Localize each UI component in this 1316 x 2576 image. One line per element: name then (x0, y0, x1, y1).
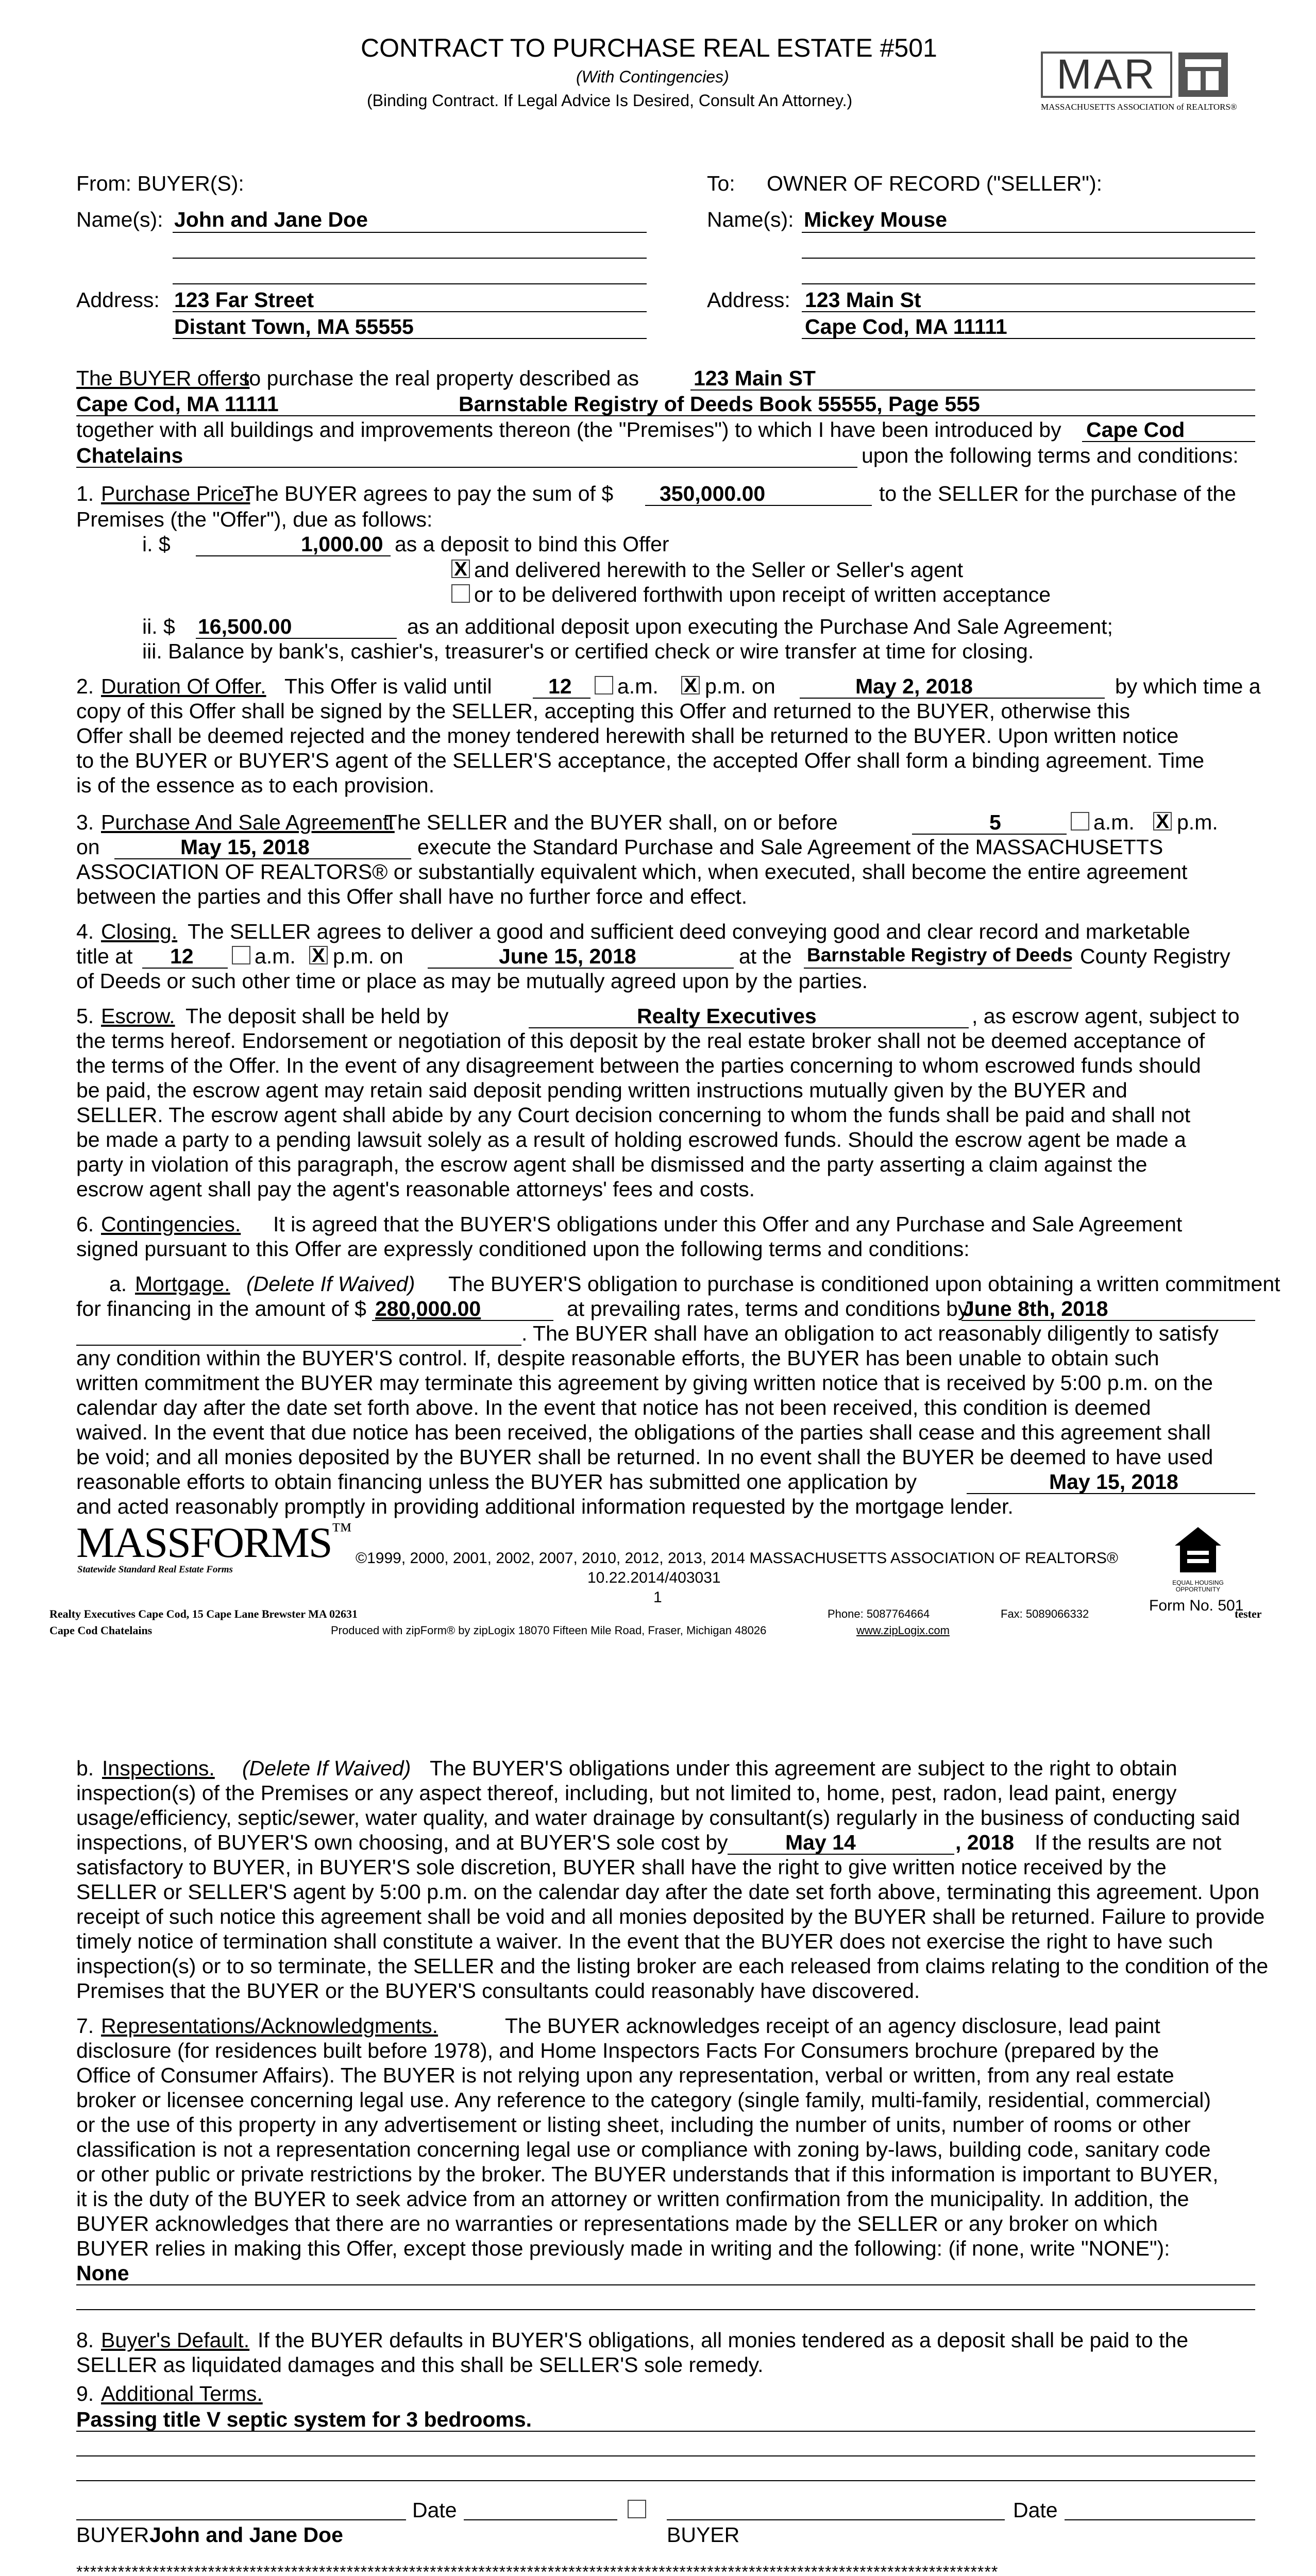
delivered-herewith-label: and delivered herewith to the Seller or Seller's agent (474, 558, 964, 582)
mortgage-amount-field[interactable]: 280,000.00 (375, 1297, 481, 1320)
s6a-label: a. (109, 1272, 127, 1296)
produced-with: Produced with zipForm® by zipLogix 18070 Fifteen Mile Road, Fraser, Michigan 48026 (331, 1624, 767, 1637)
s4-line-3: of Deeds or such other time or place as may be mutually agreed upon by the parties. (76, 969, 868, 993)
massforms-logo-subtitle: Statewide Standard Real Estate Forms (77, 1564, 233, 1575)
application-date-field[interactable]: May 15, 2018 (1049, 1470, 1178, 1494)
s3-hour-field[interactable]: 5 (989, 810, 1001, 834)
intro-text-3: upon the following terms and conditions: (862, 444, 1239, 467)
s6a-line: calendar day after the date set forth above. In the event that notice has not been received, this condition is deemed (76, 1396, 1151, 1419)
s1-text-c: Premises (the "Offer"), due as follows: (76, 507, 433, 531)
intro-text-2: together with all buildings and improvements thereon (the "Premises") to which I have been introduced by (76, 418, 1061, 442)
equal-housing-caption: EQUAL HOUSING OPPORTUNITY (1172, 1579, 1224, 1593)
s2-number: 2. (76, 674, 94, 698)
s2-line-4: to the BUYER or BUYER'S agent of the SELLER'S acceptance, the accepted Offer shall form a binding agreement. Time (76, 749, 1205, 772)
realtor-r-icon (1177, 52, 1229, 98)
additional-deposit-field[interactable]: 16,500.00 (198, 615, 292, 638)
buyer-names-field[interactable]: John and Jane Doe (174, 208, 368, 231)
s6-line-2: signed pursuant to this Offer are expressly conditioned upon the following terms and conditions: (76, 1237, 970, 1261)
document-title: CONTRACT TO PURCHASE REAL ESTATE #501 (361, 33, 937, 62)
s2-line-2: copy of this Offer shall be signed by the SELLER, accepting this Offer and returned to the BUYER, otherwise this (76, 699, 1131, 723)
s5-line: the terms hereof. Endorsement or negotiation of this deposit by the real estate broker shall not be deemed acceptance of (76, 1029, 1205, 1053)
delivered-forthwith-checkbox[interactable] (451, 584, 470, 603)
s5-line: party in violation of this paragraph, the escrow agent shall be dismissed and the party asserting a claim against the (76, 1153, 1148, 1176)
s7-heading: Representations/Acknowledgments. (101, 2014, 438, 2038)
delivered-herewith-checkbox[interactable]: X (451, 560, 470, 578)
s1-number: 1. (76, 482, 94, 505)
s3-number: 3. (76, 810, 94, 834)
buyer-address-line2[interactable]: Distant Town, MA 55555 (174, 315, 414, 338)
s3-heading: Purchase And Sale Agreement. (101, 810, 395, 834)
s2-text-b: by which time a (1115, 674, 1261, 698)
s3-am-checkbox[interactable] (1071, 812, 1089, 831)
s7-line: it is the duty of the BUYER to seek advice from an attorney or written confirmation from the municipality. In addition, the (76, 2187, 1189, 2211)
s4-am-checkbox[interactable] (232, 946, 250, 964)
s6b-line: inspection(s) or to so terminate, the SELLER and the listing broker are each released from claims relating to the condition of the (76, 1954, 1269, 1978)
seller-names-label: Name(s): (707, 208, 794, 231)
s2-pm-label: p.m. on (705, 674, 775, 698)
s4-at-the: at the (739, 944, 792, 968)
s4-title-at: title at (76, 944, 133, 968)
introduced-by-field-1[interactable]: Cape Cod (1086, 418, 1185, 442)
additional-terms-field[interactable]: Passing title V septic system for 3 bedrooms. (76, 2408, 532, 2431)
s6a-heading: Mortgage. (135, 1272, 230, 1296)
s7-line: disclosure (for residences built before 1978), and Home Inspectors Facts For Consumers brochure (prepared by the (76, 2039, 1159, 2062)
s1-heading: Purchase Price: (101, 482, 250, 505)
form-number: Form No. 501 (1149, 1597, 1244, 1614)
s1-ii-text: as an additional deposit upon executing the Purchase And Sale Agreement; (407, 615, 1113, 638)
s6a-note: (Delete If Waived) (246, 1272, 415, 1296)
binding-note: (Binding Contract. If Legal Advice Is Desired, Consult An Attorney.) (367, 91, 853, 110)
s4-county: County Registry (1080, 944, 1230, 968)
introduced-by-field-2[interactable]: Chatelains (76, 444, 183, 467)
s5-line: be made a party to a pending lawsuit solely as a result of holding escrowed funds. Should the escrow agent be made a (76, 1128, 1186, 1151)
broker-phone: Phone: 5087764664 (828, 1607, 930, 1620)
s6a-line: waived. In the event that due notice has been received, the obligations of the parties shall cease and this agreement shall (76, 1420, 1211, 1444)
s5-line: the terms of the Offer. In the event of any disagreement between the parties concerning to whom escrowed funds should (76, 1054, 1201, 1077)
s6b-line: SELLER or SELLER'S agent by 5:00 p.m. on the calendar day after the date set forth above, terminating this agreement. Upon (76, 1880, 1260, 1904)
mar-logo-caption: MASSACHUSETTS ASSOCIATION of REALTORS® (1041, 102, 1237, 112)
s2-pm-checkbox[interactable]: X (681, 676, 700, 694)
s6b-line: usage/efficiency, septic/sewer, water quality, and water drainage by consultant(s) regularly in the business of conducting said (76, 1806, 1240, 1829)
buyer-address-label: Address: (76, 288, 160, 312)
s6a-rates-text: at prevailing rates, terms and conditions by (567, 1297, 969, 1320)
s6a-last-line: and acted reasonably promptly in providing additional information requested by the mortgage lender. (76, 1495, 1014, 1518)
s3-on-label: on (76, 835, 100, 859)
s5-text-a: The deposit shall be held by (185, 1004, 449, 1028)
s6b-line-4a: inspections, of BUYER'S own choosing, and at BUYER'S sole cost by (76, 1831, 728, 1854)
mar-logo-mark: MAR (1041, 52, 1172, 98)
s4-pm-label: p.m. on (333, 944, 403, 968)
s4-pm-checkbox[interactable]: X (309, 946, 328, 964)
mar-logo (1041, 52, 1257, 113)
s2-text-a: This Offer is valid until (284, 674, 492, 698)
buyer2-sign-date-label: Date (1013, 2498, 1058, 2522)
s6b-line: satisfactory to BUYER, in BUYER'S sole discretion, BUYER shall have the right to give written notice received by the (76, 1855, 1167, 1879)
s7-line: BUYER acknowledges that there are no warranties or representations made by the SELLER or any broker on which (76, 2212, 1158, 2235)
s2-heading: Duration Of Offer. (101, 674, 266, 698)
seller-names-field[interactable]: Mickey Mouse (804, 208, 947, 231)
commitment-date-field[interactable]: June 8th, 2018 (963, 1297, 1108, 1320)
to-label: To: (707, 172, 735, 195)
s6b-label: b. (76, 1756, 94, 1780)
property-deed-field[interactable]: Barnstable Registry of Deeds Book 55555, Page 555 (459, 392, 980, 416)
s6a-financing-text: for financing in the amount of $ (76, 1297, 366, 1320)
s1-text-b: to the SELLER for the purchase of the (879, 482, 1236, 505)
equal-housing-icon (1170, 1523, 1226, 1580)
s6b-heading: Inspections. (102, 1756, 215, 1780)
s3-line-4: between the parties and this Offer shall have no further force and effect. (76, 885, 748, 908)
s4-number: 4. (76, 920, 94, 943)
s8-line-2: SELLER as liquidated damages and this shall be SELLER'S sole remedy. (76, 2353, 764, 2377)
s5-line: be paid, the escrow agent may retain said deposit pending written instructions mutually given by the BUYER and (76, 1078, 1127, 1102)
document-subtitle: (With Contingencies) (576, 67, 729, 86)
buyer-sign-label: BUYER (76, 2523, 149, 2547)
owner-of-record-label: OWNER OF RECORD ("SELLER"): (767, 172, 1102, 195)
s8-number: 8. (76, 2328, 94, 2352)
form-code: 10.22.2014/403031 (587, 1569, 721, 1586)
s6-number: 6. (76, 1212, 94, 1236)
purchase-price-field[interactable]: 350,000.00 (660, 482, 766, 505)
s3-line-3: ASSOCIATION OF REALTORS® or substantially equivalent which, when executed, shall become the entire agreement (76, 860, 1188, 884)
s6b-line: Premises that the BUYER or the BUYER'S consultants could reasonably have discovered. (76, 1979, 920, 2003)
s6a-line-5: . The BUYER shall have an obligation to act reasonably diligently to satisfy (521, 1321, 1219, 1345)
s6b-note: (Delete If Waived) (242, 1756, 411, 1780)
s7-number: 7. (76, 2014, 94, 2038)
copyright-notice: ©1999, 2000, 2001, 2002, 2007, 2010, 2012, 2013, 2014 MASSACHUSETTS ASSOCIATION OF REALTORS® (356, 1550, 1119, 1567)
tester-label: tester (1235, 1607, 1262, 1620)
agent-info: Cape Cod Chatelains (49, 1624, 153, 1637)
s5-line: SELLER. The escrow agent shall abide by any Court decision concerning to whom the funds shall be paid and shall not (76, 1103, 1191, 1127)
buyer-address-line1[interactable]: 123 Far Street (174, 288, 314, 312)
s4-registry-field[interactable]: Barnstable Registry of Deeds (807, 944, 1073, 965)
s3-text-a: The SELLER and the BUYER shall, on or before (384, 810, 838, 834)
s4-hour-field[interactable]: 12 (170, 944, 194, 968)
s2-am-checkbox[interactable] (595, 676, 613, 694)
s6a-line: written commitment the BUYER may terminate this agreement by giving written notice that is received by 5:00 p.m. on the (76, 1371, 1213, 1395)
s5-heading: Escrow. (101, 1004, 175, 1028)
s9-heading: Additional Terms. (101, 2382, 263, 2405)
s8-heading: Buyer's Default. (101, 2328, 250, 2352)
buyer-names-label: Name(s): (76, 208, 163, 231)
s1-iii-text: iii. Balance by bank's, cashier's, treasurer's or certified check or wire transfer at time for closing. (142, 639, 1034, 663)
s7-line: or the use of this property in any advertisement or listing sheet, including the number of units, number of rooms or other (76, 2113, 1191, 2137)
s3-text-b: execute the Standard Purchase and Sale Agreement of the MASSACHUSETTS (417, 835, 1163, 859)
escrow-agent-field[interactable]: Realty Executives (637, 1004, 817, 1028)
s6a-line: any condition within the BUYER'S control. If, despite reasonable efforts, the BUYER has been unable to obtain such (76, 1346, 1159, 1370)
buyer2-sign-label: BUYER (667, 2523, 740, 2547)
s2-line-3: Offer shall be deemed rejected and the money tendered herewith shall be returned to the BUYER. Upon written notice (76, 724, 1179, 748)
s7-line: or other public or private restrictions by the broker. The BUYER understands that if this information is important to BUYER, (76, 2162, 1219, 2186)
s6b-line-4b: If the results are not (1035, 1831, 1222, 1854)
buyer-offers-label: The BUYER offers (76, 366, 250, 390)
s6b-line: inspection(s) of the Premises or any aspect thereof, including, but not limited to, home, pest, radon, lead paint, energy (76, 1781, 1177, 1805)
s3-pm-checkbox[interactable]: X (1153, 812, 1172, 831)
s3-am-label: a.m. (1093, 810, 1135, 834)
s4-am-label: a.m. (255, 944, 296, 968)
s2-hour-field[interactable]: 12 (548, 674, 572, 698)
s5-number: 5. (76, 1004, 94, 1028)
s5-text-b: , as escrow agent, subject to (972, 1004, 1240, 1028)
s6-heading: Contingencies. (101, 1212, 241, 1236)
s6a-line: reasonable efforts to obtain financing unless the BUYER has submitted one application by (76, 1470, 917, 1494)
s7-line: BUYER relies in making this Offer, except those previously made in writing and the following: (if none, write "NONE"): (76, 2236, 1170, 2260)
s3-date-field[interactable]: May 15, 2018 (180, 835, 310, 859)
from-buyer-label: From: BUYER(S): (76, 172, 244, 195)
s1-i-text: as a deposit to bind this Offer (395, 532, 669, 556)
buyer-sign-date-label: Date (412, 2498, 457, 2522)
s3-pm-label: p.m. (1177, 810, 1218, 834)
broker-info: Realty Executives Cape Cod, 15 Cape Lane Brewster MA 02631 (49, 1607, 358, 1620)
s9-number: 9. (76, 2382, 94, 2405)
divider-stars: ************************************************************************************************************************************* (76, 2563, 999, 2576)
s1-ii-label: ii. $ (142, 615, 175, 638)
s6a-line: be void; and all monies deposited by the BUYER shall be returned. In no event shall the BUYER be deemed to have used (76, 1445, 1213, 1469)
page-number: 1 (653, 1589, 662, 1606)
seller-address-line1[interactable]: 123 Main St (805, 288, 921, 312)
s7-line: classification is not a representation concerning legal use or compliance with zoning by-laws, building code, sanitary code (76, 2138, 1211, 2161)
s6b-text-a: The BUYER'S obligations under this agreement are subject to the right to obtain (430, 1756, 1177, 1780)
buyer-signature-box[interactable] (628, 2500, 646, 2518)
buyer-sign-name: John and Jane Doe (149, 2523, 343, 2547)
s1-i-label: i. $ (142, 532, 171, 556)
s4-heading: Closing. (101, 920, 178, 943)
s6b-line: timely notice of termination shall constitute a waiver. In the event that the BUYER does not exercise the right to have such (76, 1929, 1213, 1953)
s4-date-field[interactable]: June 15, 2018 (499, 944, 636, 968)
property-city-field[interactable]: Cape Cod, MA 11111 (76, 392, 279, 416)
representations-answer-field[interactable]: None (76, 2261, 129, 2285)
seller-address-label: Address: (707, 288, 790, 312)
s7-line: Office of Consumer Affairs). The BUYER is not relying upon any representation, verbal or written, from any real estate (76, 2063, 1174, 2087)
s2-am-label: a.m. (617, 674, 659, 698)
intro-text-1: to purchase the real property described as (243, 366, 639, 390)
s6-line-1: It is agreed that the BUYER'S obligations under this Offer and any Purchase and Sale Agreement (273, 1212, 1183, 1236)
property-address-field[interactable]: 123 Main ST (694, 366, 816, 390)
ziplogix-link[interactable]: www.zipLogix.com (856, 1624, 950, 1637)
inspection-date-field[interactable]: May 14 (785, 1831, 856, 1854)
inspection-year: , 2018 (955, 1831, 1014, 1854)
deposit-field[interactable]: 1,000.00 (301, 532, 383, 556)
s6a-text: The BUYER'S obligation to purchase is conditioned upon obtaining a written commitment (448, 1272, 1280, 1296)
s7-text-a: The BUYER acknowledges receipt of an agency disclosure, lead paint (505, 2014, 1160, 2038)
s2-date-field[interactable]: May 2, 2018 (855, 674, 973, 698)
s8-line-1: If the BUYER defaults in BUYER'S obligations, all monies tendered as a deposit shall be paid to the (258, 2328, 1189, 2352)
s2-line-5: is of the essence as to each provision. (76, 773, 435, 797)
s6b-line: receipt of such notice this agreement shall be void and all monies deposited by the BUYER shall be returned. Failure to provide (76, 1905, 1265, 1928)
s7-line: broker or licensee concerning legal use. Any reference to the category (single family, multi-family, residential, commercial) (76, 2088, 1211, 2112)
massforms-logo: MASSFORMS™ (76, 1518, 351, 1567)
s4-text-a: The SELLER agrees to deliver a good and sufficient deed conveying good and clear record and marketable (188, 920, 1190, 943)
s5-line: escrow agent shall pay the agent's reasonable attorneys' fees and costs. (76, 1177, 755, 1201)
delivered-forthwith-label: or to be delivered forthwith upon receipt of written acceptance (474, 583, 1051, 606)
seller-address-line2[interactable]: Cape Cod, MA 11111 (805, 315, 1007, 338)
s1-text-a: The BUYER agrees to pay the sum of $ (242, 482, 614, 505)
broker-fax: Fax: 5089066332 (1001, 1607, 1089, 1620)
